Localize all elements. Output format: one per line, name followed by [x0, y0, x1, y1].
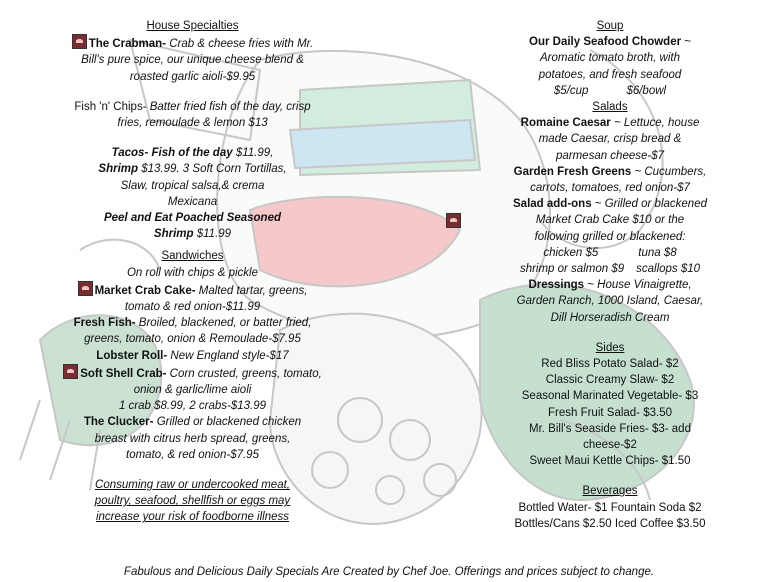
- right-column: Soup Our Daily Seafood Chowder ~ Aromatic tomato broth, with potatoes, and fresh seafood $5/cup $6/bowl Salads Romaine Caesar ~ Lettuce, house made Caesar, crisp bread & parmesan cheese-$7 Garden Fresh Greens ~ Cucumbers, carrots, tomatoes, red onion-$7 Salad add-ons ~ Grilled or blackened Market Crab Cake $10 or the following grilled or blackened: chicken $5 tuna $8 shrimp or salmon $9 scallops $10 Dressings ~ House Vinaigrette, Garden Ranch, 1000 Island, Caesar, Dill Horseradish Cream Sides Red Bliss Potato Salad- $2 Classic Creamy Slaw- $2 Seasonal Marinated Vegetable- $3 Fresh Fruit Salad- $3.50 Mr. Bill's Seaside Fries- $3- add cheese-$2 Sweet Maui Kettle Chips- $1.50 Beverages Bottled Water- $1 Fountain Soda $2 Bottles/Cans $2.50 Iced Coffee $3.50: [460, 18, 760, 532]
- fresh-fish-item: Fresh Fish- Broiled, blackened, or batter fried,: [73, 317, 312, 330]
- lobster-roll-item: Lobster Roll- New England style-$17: [96, 349, 289, 362]
- side-item: Fresh Fruit Salad- $3.50: [547, 406, 672, 419]
- sides-heading: Sides: [595, 341, 625, 354]
- salads-heading: Salads: [592, 101, 628, 114]
- crab-icon: [78, 281, 93, 296]
- tacos-item: Tacos- Fish of the day $11.99,: [111, 147, 274, 160]
- sandwiches-heading: Sandwiches: [161, 250, 224, 263]
- soup-heading: Soup: [596, 20, 624, 32]
- side-item: Mr. Bill's Seaside Fries- $3- add: [529, 422, 691, 435]
- crab-icon: [72, 34, 87, 49]
- peel-eat-shrimp-item: Peel and Eat Poached Seasoned: [103, 212, 282, 225]
- footer-note: Fabulous and Delicious Daily Specials Are Created by Chef Joe. Offerings and prices subject to change.: [123, 566, 655, 578]
- sides-list: [460, 356, 760, 469]
- romaine-caesar-item: Romaine Caesar ~ Lettuce, house: [520, 117, 700, 130]
- crabman-item: The Crabman- Crab & cheese fries with Mr.: [20, 34, 365, 52]
- food-warning: Consuming raw or undercooked meat,: [95, 479, 290, 492]
- beverages-line: Bottles/Cans $2.50 Iced Coffee $3.50: [514, 517, 706, 530]
- crab-icon: [446, 213, 461, 228]
- garden-greens-item: Garden Fresh Greens ~ Cucumbers,: [513, 165, 707, 178]
- left-column: House Specialties The Crabman- Crab & cheese fries with Mr. Bill's pure spice, our unique cheese blend & roasted garlic aioli-$9.95 Fish 'n' Chips- Batter fried fish of the day, crisp fries, remoulade & lemon $13 Tacos- Fish of the day $11.99, Shrimp $13.99. 3 Soft Corn Tortillas, Slaw, tropical salsa,& crema Mexicana Peel and Eat Poached Seasoned Shrimp $11.99 Sandwiches On roll with chips & pickle Market Crab Cake- Malted tartar, greens, tomato & red onion-$11.99 Fresh Fish- Broiled, blackened, or batter fried, greens, tomato, onion & Remoulade-$7.95 Lobster Roll- New England style-$17 Soft Shell Crab- Corn crusted, greens, tomato, onion & garlic/lime aioli 1 crab $8.99, 2 crabs-$13.99 The Clucker- Grilled or blackened chicken breast with citrus herb spread, greens, tomato, & red onion-$7.95 Consuming raw or undercooked meat, poultry, seafood, shellfish or eggs may increase your risk of foodborne illness: [20, 18, 365, 526]
- dressings-item: Dressings ~ House Vinaigrette,: [528, 279, 692, 292]
- beverages-line: Bottled Water- $1 Fountain Soda $2: [518, 501, 702, 514]
- side-item: Sweet Maui Kettle Chips- $1.50: [529, 455, 691, 468]
- house-specialties-heading: House Specialties: [146, 20, 239, 32]
- side-item: Classic Creamy Slaw- $2: [545, 374, 675, 387]
- side-item: cheese-$2: [583, 439, 637, 452]
- market-crab-cake-item: Market Crab Cake- Malted tartar, greens,: [20, 281, 365, 299]
- clucker-item: The Clucker- Grilled or blackened chicken: [83, 416, 302, 429]
- chowder-item: Our Daily Seafood Chowder ~: [529, 36, 691, 49]
- beverages-heading: Beverages: [582, 485, 638, 498]
- salad-addons-item: Salad add-ons ~ Grilled or blackened: [513, 198, 707, 211]
- fish-chips-item: Fish 'n' Chips- Batter fried fish of the day, crisp: [74, 100, 311, 113]
- soft-shell-crab-item: Soft Shell Crab- Corn crusted, greens, tomato,: [20, 364, 365, 382]
- crab-icon: [63, 364, 78, 379]
- side-item: Seasonal Marinated Vegetable- $3: [521, 390, 699, 403]
- side-item: Red Bliss Potato Salad- $2: [541, 358, 679, 371]
